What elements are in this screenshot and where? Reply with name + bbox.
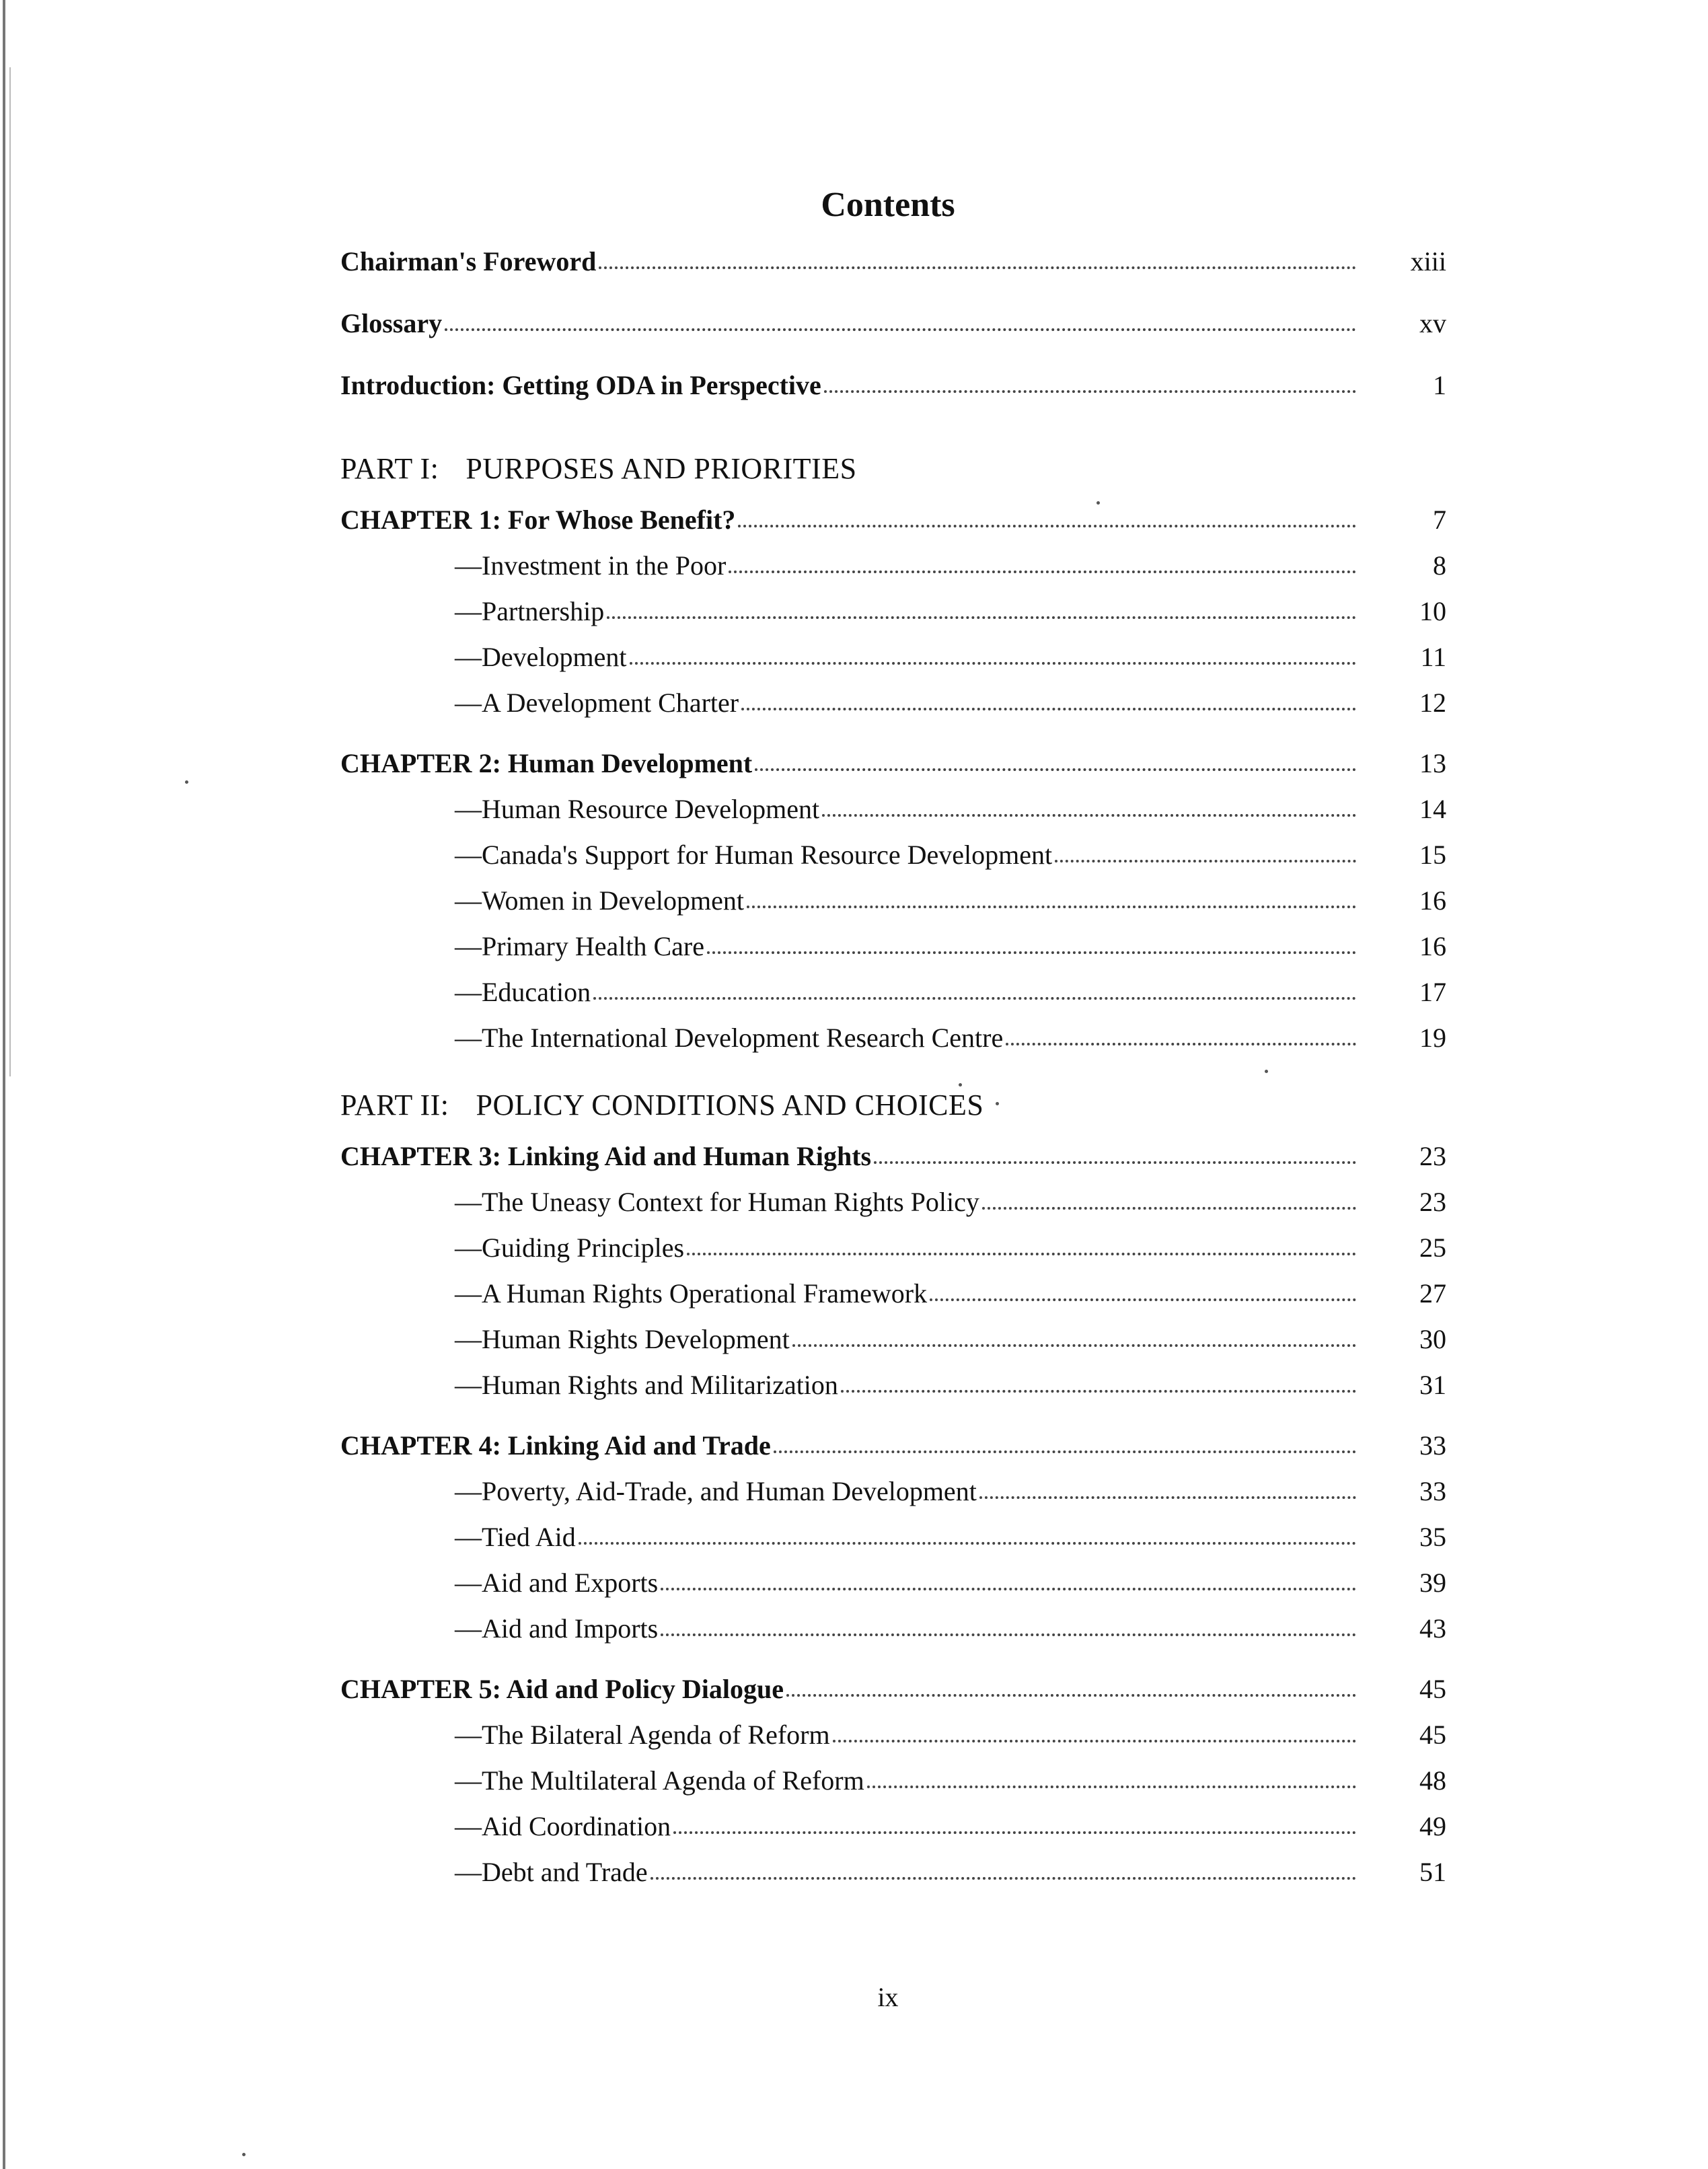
toc-page-number: xv (1419, 308, 1446, 338)
section-title: —Primary Health Care (455, 931, 704, 961)
toc-section (340, 1719, 1446, 1765)
section-title: —The Uneasy Context for Human Rights Policy (455, 1187, 979, 1217)
leader-dots (687, 1246, 1356, 1255)
leader-dots (607, 610, 1356, 619)
leader-dots (874, 1154, 1356, 1164)
chapter-title: CHAPTER 1: For Whose Benefit? (340, 505, 736, 535)
toc-page-number: 1 (1433, 370, 1446, 400)
toc-page-number: 23 (1419, 1141, 1446, 1171)
section-title: —Guiding Principles (455, 1233, 685, 1263)
leader-dots (445, 322, 1356, 331)
leader-dots (786, 1687, 1356, 1697)
leader-dots (661, 1627, 1356, 1636)
toc-page-number: 11 (1420, 642, 1446, 672)
toc-entry-title: Chairman's Foreword (340, 246, 597, 277)
leader-dots (593, 990, 1356, 1000)
toc-section (340, 1278, 1446, 1323)
toc-page-number: 30 (1419, 1324, 1446, 1354)
toc-section (340, 1186, 1446, 1232)
leader-dots (651, 1870, 1356, 1880)
leader-dots (755, 762, 1356, 771)
section-title: —Human Rights and Militarization (455, 1370, 838, 1400)
toc-section (340, 1856, 1446, 1902)
section-title: —Aid and Imports (455, 1613, 659, 1644)
part-label: PART II: (340, 1089, 449, 1122)
toc-section (340, 1765, 1446, 1810)
toc-page-number: 16 (1419, 885, 1446, 916)
toc-section (340, 1369, 1446, 1415)
page-title: Contents (821, 186, 955, 224)
chapter-title: CHAPTER 3: Linking Aid and Human Rights (340, 1141, 872, 1171)
toc-page-number: 23 (1419, 1187, 1446, 1217)
toc-section (340, 793, 1446, 839)
section-title: —A Development Charter (455, 688, 739, 718)
leader-dots (930, 1292, 1356, 1301)
section-title: —Development (455, 642, 627, 672)
toc-page-number: 15 (1419, 840, 1446, 870)
toc-entry-title: Glossary (340, 308, 443, 338)
section-title: —A Human Rights Operational Framework (455, 1278, 928, 1309)
part-heading (340, 451, 1446, 499)
toc-page-number: 16 (1419, 931, 1446, 961)
toc-page-number: 8 (1433, 550, 1446, 581)
section-title: —Aid and Exports (455, 1568, 659, 1598)
toc-page-number: 45 (1419, 1674, 1446, 1704)
toc-entry-foreword (340, 246, 1446, 307)
leader-dots (738, 518, 1356, 527)
chapter-title: CHAPTER 2: Human Development (340, 748, 753, 778)
leader-dots (824, 383, 1356, 393)
table-of-contents (340, 246, 1446, 1902)
section-title: —Aid Coordination (455, 1811, 671, 1841)
chapter-title: CHAPTER 5: Aid and Policy Dialogue (340, 1674, 784, 1704)
scan-speck (996, 1102, 999, 1105)
toc-chapter (340, 1140, 1446, 1186)
leader-dots (729, 564, 1356, 573)
toc-page-number: 48 (1419, 1765, 1446, 1796)
toc-page-number: 31 (1419, 1370, 1446, 1400)
toc-entry-glossary (340, 307, 1446, 369)
section-title: —Poverty, Aid-Trade, and Human Development (455, 1476, 977, 1506)
toc-page-number: 35 (1419, 1522, 1446, 1552)
toc-page-number: 33 (1419, 1476, 1446, 1506)
scan-speck (1097, 501, 1100, 505)
leader-dots (841, 1383, 1356, 1393)
leader-dots (630, 655, 1357, 665)
toc-section (340, 1323, 1446, 1369)
toc-entry-introduction (340, 369, 1446, 431)
leader-dots (673, 1825, 1356, 1834)
toc-section (340, 1567, 1446, 1613)
toc-section (340, 839, 1446, 885)
toc-page-number: 25 (1419, 1233, 1446, 1263)
toc-page-number: 7 (1433, 505, 1446, 535)
leader-dots (747, 899, 1356, 908)
section-title: —Partnership (455, 596, 605, 626)
toc-page-number: 12 (1419, 688, 1446, 718)
section-title: —Tied Aid (455, 1522, 576, 1552)
toc-page-number: xiii (1410, 246, 1446, 277)
part-title: PURPOSES AND PRIORITIES (466, 452, 857, 485)
toc-page-number: 17 (1419, 977, 1446, 1007)
leader-dots (1055, 853, 1356, 862)
toc-page-number: 51 (1419, 1857, 1446, 1887)
scan-speck (242, 2153, 246, 2156)
toc-section (340, 1521, 1446, 1567)
toc-section (340, 687, 1446, 733)
toc-section (340, 1232, 1446, 1278)
leader-dots (661, 1581, 1356, 1590)
toc-page-number: 27 (1419, 1278, 1446, 1309)
leader-dots (982, 1200, 1356, 1210)
toc-page-number: 33 (1419, 1430, 1446, 1461)
leader-dots (822, 807, 1356, 817)
leader-dots (833, 1733, 1356, 1742)
scan-speck (959, 1083, 962, 1087)
chapter-title: CHAPTER 4: Linking Aid and Trade (340, 1430, 771, 1461)
toc-entry-title: Introduction: Getting ODA in Perspective (340, 370, 821, 400)
leader-dots (867, 1779, 1356, 1788)
toc-section (340, 1475, 1446, 1521)
toc-page-number: 14 (1419, 794, 1446, 824)
section-title: —Human Resource Development (455, 794, 820, 824)
toc-section (340, 930, 1446, 976)
toc-section (340, 1613, 1446, 1658)
toc-page-number: 13 (1419, 748, 1446, 778)
part-label: PART I: (340, 452, 439, 485)
section-title: —The International Development Research Centre (455, 1023, 1004, 1053)
page-number-footer: ix (877, 1982, 899, 2012)
toc-section (340, 641, 1446, 687)
section-title: —The Bilateral Agenda of Reform (455, 1720, 830, 1750)
leader-dots (1006, 1036, 1356, 1045)
toc-page-number: 39 (1419, 1568, 1446, 1598)
leader-dots (599, 260, 1356, 269)
section-title: —Education (455, 977, 591, 1007)
part-heading (340, 1088, 1446, 1135)
toc-section (340, 595, 1446, 641)
section-title: —Women in Development (455, 885, 745, 916)
leader-dots (707, 945, 1356, 954)
toc-section (340, 550, 1446, 595)
section-title: —Canada's Support for Human Resource Development (455, 840, 1053, 870)
toc-section (340, 976, 1446, 1022)
toc-page-number: 19 (1419, 1023, 1446, 1053)
part-title: POLICY CONDITIONS AND CHOICES (476, 1089, 984, 1122)
toc-page-number: 45 (1419, 1720, 1446, 1750)
toc-section (340, 1022, 1446, 1068)
leader-dots (579, 1535, 1356, 1545)
leader-dots (979, 1490, 1356, 1499)
toc-chapter (340, 1430, 1446, 1475)
toc-section (340, 885, 1446, 930)
section-title: —Debt and Trade (455, 1857, 648, 1887)
binding-edge (3, 0, 5, 2169)
toc-section (340, 1810, 1446, 1856)
leader-dots (774, 1444, 1356, 1453)
toc-chapter (340, 1673, 1446, 1719)
scan-speck (185, 780, 188, 784)
section-title: —The Multilateral Agenda of Reform (455, 1765, 864, 1796)
scan-speck (1265, 1070, 1268, 1073)
leader-dots (741, 701, 1356, 710)
toc-page-number: 49 (1419, 1811, 1446, 1841)
section-title: —Investment in the Poor (455, 550, 727, 581)
toc-chapter (340, 747, 1446, 793)
section-title: —Human Rights Development (455, 1324, 790, 1354)
leader-dots (792, 1337, 1356, 1347)
toc-page-number: 43 (1419, 1613, 1446, 1644)
toc-chapter (340, 504, 1446, 550)
toc-page-number: 10 (1419, 596, 1446, 626)
